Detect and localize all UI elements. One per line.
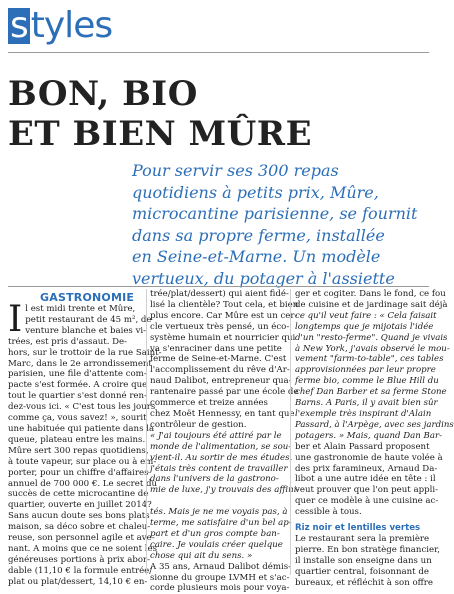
text-line: Barns. A Paris, il y avait bien sûr [295,398,438,409]
text-line: dable (11,10 € la formule entrée/ [8,565,153,576]
text-line: une gastronomie de haute volée à [295,452,443,463]
text-line: quotidiens à petits prix, Mûre, [132,182,379,202]
section-kicker: GASTRONOMIE [40,291,135,304]
text-line: l'exemple très inspirant d'Alain [295,408,432,419]
text-line: d'un "resto-ferme". Quand je vivais [295,332,448,343]
top-rule [8,52,429,53]
text-line: hors, sur le trottoir de la rue Saint- [8,347,162,358]
headline-line: BON, BIO [8,74,198,114]
text-line: libot a une autre idée en tête : il [295,474,436,485]
text-line: veut prouver que l'on peut appli- [295,485,438,496]
text-line: succès de cette microcantine de [8,489,149,500]
text-line: pacte s'est formée. A croire que [8,380,148,391]
text-line: ber et Alain Passard proposent [295,441,430,452]
text-line: ce qu'il veut faire : « Cela faisait [295,310,437,321]
subheading: Riz noir et lentilles vertes [295,523,421,534]
text-line: corde plusieurs mois pour voya- [150,583,290,594]
text-line: comme ça, vous savez! », sourit [8,413,147,424]
text-line: venture blanche et baies vi- [25,325,147,336]
article-column-3 [295,289,454,588]
text-line: lisé la clientèle? Tout cela, et bien [150,299,299,310]
text-line: mie de luxe, j'y trouvais des affini- [150,485,300,496]
text-line: cle vertueux très pensé, un éco- [150,321,290,332]
text-line: quartier central, foisonnant de [295,566,429,577]
text-line: annuel de 700 000 €. Le secret du [8,478,158,489]
text-line: trée/plat/dessert) qui aient fidé- [150,289,289,299]
text-line: maison, sa déco sobre et chaleu- [8,522,151,533]
text-line: vertueux, du potager à l'assiette [132,268,395,288]
text-line: nant. A moins que ce ne soient les [8,543,158,554]
text-line: porter, pour un chiffre d'affaires [8,467,149,478]
text-line: Le restaurant sera la première [295,533,430,544]
text-line: chez Moët Hennessy, en tant que [150,408,295,419]
text-line: j'étais très content de travailler [150,463,288,474]
text-line: vement "farm-to-table", ces tables [295,354,444,365]
text-line: caire. Je voulais créer quelque [150,539,283,550]
text-line: de cuisine et de jardinage sait déjà [295,299,448,310]
text-line: contrôleur de gestion. [150,419,247,430]
text-line: à New York, j'avais observé le mou- [295,343,450,354]
text-line: cessible à tous. [295,507,362,518]
text-line: vient-il. Au sortir de mes études, [150,452,293,463]
text-line: pierre. En bon stratège financier, [295,544,441,555]
rubric-first-letter: s [10,5,28,46]
text-line: microcantine parisienne, se fournit [132,204,418,223]
text-line: ger et cogiter. Dans le fond, ce fou [295,289,446,299]
text-line: naud Dalibot, entrepreneur qua- [150,376,292,387]
text-line: quartier, ouverte en juillet 2014? [8,500,152,511]
text-line: l est midi trente et Mûre, [25,304,136,314]
text-line: Pour servir ses 300 repas [132,161,339,180]
standfirst [132,160,432,289]
section-rubric [8,6,112,46]
headline-line: ET BIEN MÛRE [8,114,312,154]
text-line: il installe son enseigne dans un [295,555,432,566]
text-line: parisien, une file d'attente com- [8,369,147,380]
column-divider [146,289,147,575]
text-line: reuse, son personnel agile et ave- [8,533,155,544]
text-line: rantenaire passé par une école de [150,387,299,398]
text-line: tout le quartier s'est donné ren- [8,391,147,402]
text-line: des prix faramineux, Arnaud Da- [295,463,438,474]
text-line: à toute vapeur, sur place ou à em- [8,456,157,467]
text-line: chose qui ait du sens. » [150,550,253,561]
text-line: ferme bio, comme le Blue Hill du [295,376,439,387]
text-line: Marc, dans le 2e arrondissement [8,358,152,369]
text-line: Passard, à l'Arpège, avec ses jardins [295,419,454,430]
text-line: bureaux, et réfléchit à son offre [295,577,433,588]
text-line: en Seine-et-Marne. Un modèle [132,247,381,266]
text-line: dans sa propre ferme, installée [132,225,385,245]
text-line: potagers. » Mais, quand Dan Bar- [295,430,443,441]
text-line: longtemps que je mijotais l'idée [295,321,434,332]
text-line: généreuses portions à prix abor- [8,554,151,565]
text-line: l'accomplissement du rêve d'Ar- [150,365,290,376]
text-line: va s'enraciner dans une petite [150,343,282,354]
headline [8,74,428,154]
text-line: ferme de Seine-et-Marne. C'est [150,354,287,365]
text-line: quer ce modèle à une cuisine ac- [295,496,439,507]
text-line: approvisionnées par leur propre [295,365,436,376]
column-divider [290,289,291,575]
rubric-rest: tyles [30,5,113,46]
text-line: Sans aucun doute ses bons plats [8,511,150,522]
text-line: petit restaurant de 45 m², de [25,314,152,325]
text-line: A 35 ans, Arnaud Dalibot démis- [150,561,292,572]
text-line: système humain et nourricier qui [150,332,296,343]
text-line: monde de l'alimentation, se sou- [150,441,292,452]
article-column-1 [8,299,162,588]
text-line: tés. Mais je ne me voyais pas, à [150,507,288,518]
text-line: chef Dan Barber et sa ferme Stone [295,387,447,398]
drop-cap: I [8,299,23,340]
text-line: dans l'univers de la gastrono- [150,474,279,485]
article-column-2 [150,289,300,594]
text-line: plat ou plat/dessert, 14,10 € en- [8,576,148,587]
body-rule [8,286,429,287]
text-line [150,496,283,507]
text-line: dez-vous ici. « C'est tous les jours [8,402,156,413]
text-line: sionne du groupe LVMH et s'ac- [150,572,290,583]
text-line: Mûre sert 300 repas quotidiens, [8,445,149,456]
text-line: trées, est pris d'assaut. De- [8,336,128,347]
text-line: terme, me satisfaire d'un bel ap- [150,518,292,529]
text-line: queue, plateau entre les mains. [8,434,146,445]
text-line: « J'ai toujours été attiré par le [150,430,282,441]
text-line: part et d'un gros compte ban- [150,528,280,539]
text-line: plus encore. Car Mûre est un cer- [150,310,298,321]
text-line: une habituée qui patiente dans la [8,423,155,434]
text-line: commerce et treize années [150,398,268,409]
